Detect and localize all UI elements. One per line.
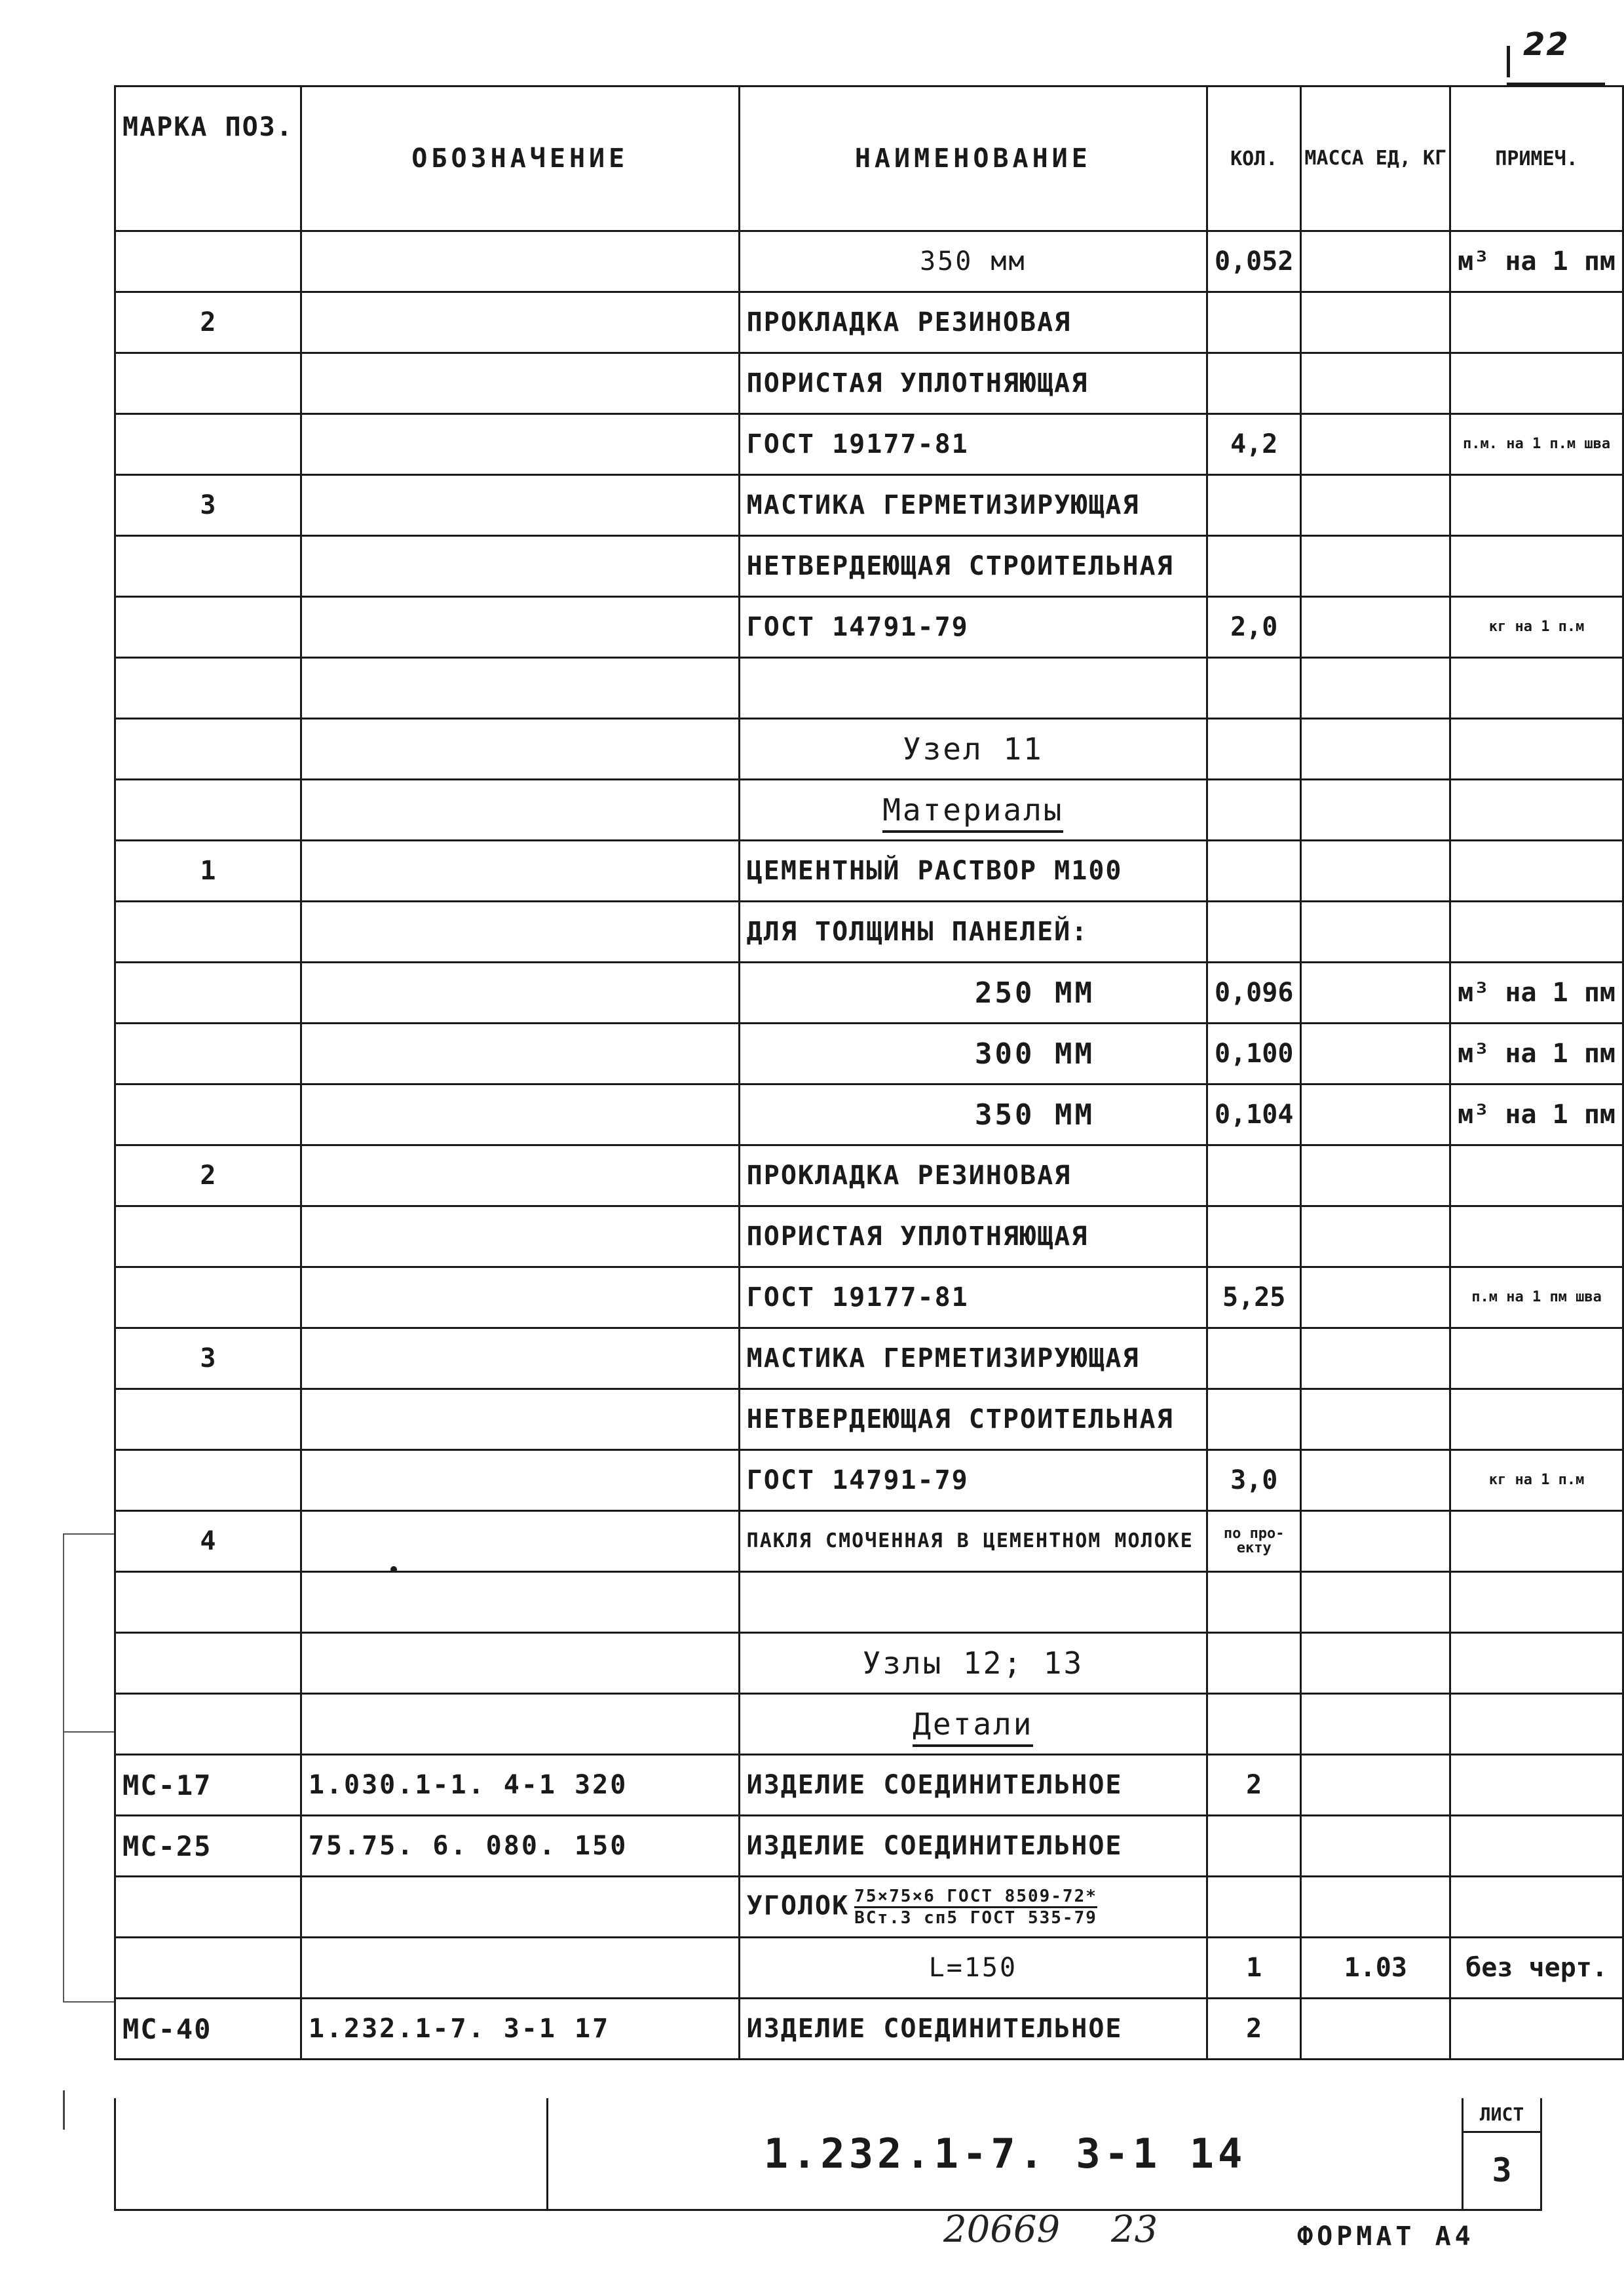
row-designation bbox=[301, 597, 739, 658]
row-name bbox=[739, 1572, 1207, 1633]
row-name: ГОСТ 14791-79 bbox=[739, 1450, 1207, 1511]
table-row bbox=[115, 1694, 1623, 1755]
row-note bbox=[1450, 1755, 1623, 1816]
title-block bbox=[114, 2098, 1542, 2211]
table-row bbox=[115, 1145, 1623, 1206]
row-qty bbox=[1207, 353, 1300, 414]
row-designation bbox=[301, 1267, 739, 1328]
row-note bbox=[1450, 1145, 1623, 1206]
row-qty bbox=[1207, 1206, 1300, 1267]
table-row bbox=[115, 1267, 1623, 1328]
row-mark: 3 bbox=[115, 1328, 301, 1389]
row-note bbox=[1450, 1572, 1623, 1633]
row-designation bbox=[301, 1206, 739, 1267]
row-note: м³ на 1 пм bbox=[1450, 1024, 1623, 1084]
row-mark: 1 bbox=[115, 841, 301, 902]
binding-margin-strip bbox=[63, 1533, 114, 2003]
row-mass bbox=[1301, 231, 1450, 292]
row-mark: МС-40 bbox=[115, 1999, 301, 2060]
row-mark bbox=[115, 902, 301, 963]
specification-table bbox=[114, 85, 1624, 2060]
row-designation bbox=[301, 1145, 739, 1206]
row-designation bbox=[301, 414, 739, 475]
row-name: ПРОКЛАДКА РЕЗИНОВАЯ bbox=[739, 1145, 1207, 1206]
row-designation bbox=[301, 292, 739, 353]
row-mark bbox=[115, 1206, 301, 1267]
row-name: ГОСТ 19177-81 bbox=[739, 414, 1207, 475]
row-mass bbox=[1301, 414, 1450, 475]
row-designation bbox=[301, 658, 739, 719]
row-mass bbox=[1301, 963, 1450, 1024]
row-note bbox=[1450, 1694, 1623, 1755]
row-mass bbox=[1301, 658, 1450, 719]
row-mark: 2 bbox=[115, 1145, 301, 1206]
document-code: 1.232.1-7. 3-1 14 bbox=[763, 2130, 1247, 2177]
table-row bbox=[115, 902, 1623, 963]
row-mark: 2 bbox=[115, 292, 301, 353]
angle-spec-fraction bbox=[854, 1887, 1097, 1928]
row-name: ПОРИСТАЯ УПЛОТНЯЮЩАЯ bbox=[739, 1206, 1207, 1267]
row-name: L=150 bbox=[739, 1938, 1207, 1999]
row-mark bbox=[115, 1938, 301, 1999]
stray-dot bbox=[390, 1566, 397, 1573]
row-note: м³ на 1 пм bbox=[1450, 1084, 1623, 1145]
row-designation bbox=[301, 902, 739, 963]
table-row bbox=[115, 231, 1623, 292]
row-mass bbox=[1301, 1511, 1450, 1572]
row-mark bbox=[115, 536, 301, 597]
row-name: Узел 11 bbox=[739, 719, 1207, 780]
row-mass bbox=[1301, 475, 1450, 536]
format-label: ФОРМАТ А4 bbox=[1297, 2221, 1475, 2252]
row-mark: МС-17 bbox=[115, 1755, 301, 1816]
row-note: м³ на 1 пм bbox=[1450, 231, 1623, 292]
fraction-numerator: 75×75×6 ГОСТ 8509-72* bbox=[854, 1887, 1097, 1908]
row-mass bbox=[1301, 1024, 1450, 1084]
row-name: ГОСТ 14791-79 bbox=[739, 597, 1207, 658]
row-qty bbox=[1207, 1572, 1300, 1633]
row-note bbox=[1450, 719, 1623, 780]
row-note bbox=[1450, 1877, 1623, 1938]
row-mark bbox=[115, 1694, 301, 1755]
row-mass bbox=[1301, 902, 1450, 963]
row-mass bbox=[1301, 1999, 1450, 2060]
row-note: м³ на 1 пм bbox=[1450, 963, 1623, 1024]
row-name bbox=[739, 658, 1207, 719]
table-row bbox=[115, 1938, 1623, 1999]
row-qty bbox=[1207, 1694, 1300, 1755]
header-qty: КОЛ. bbox=[1207, 86, 1300, 231]
row-designation bbox=[301, 1389, 739, 1450]
row-mass bbox=[1301, 1694, 1450, 1755]
row-note bbox=[1450, 780, 1623, 841]
row-mark: 4 bbox=[115, 1511, 301, 1572]
table-row bbox=[115, 414, 1623, 475]
row-qty bbox=[1207, 1389, 1300, 1450]
row-qty bbox=[1207, 475, 1300, 536]
page-number-mark bbox=[1507, 46, 1510, 77]
row-designation bbox=[301, 1938, 739, 1999]
row-qty bbox=[1207, 780, 1300, 841]
header-name: НАИМЕНОВАНИЕ bbox=[739, 86, 1207, 231]
row-qty bbox=[1207, 1145, 1300, 1206]
inventory-number: 20669 23 bbox=[943, 2208, 1158, 2251]
row-mass bbox=[1301, 719, 1450, 780]
row-note bbox=[1450, 841, 1623, 902]
row-qty: 1 bbox=[1207, 1938, 1300, 1999]
table-row bbox=[115, 780, 1623, 841]
row-note bbox=[1450, 1999, 1623, 2060]
table-row bbox=[115, 658, 1623, 719]
row-mark bbox=[115, 1084, 301, 1145]
row-name: ИЗДЕЛИЕ СОЕДИНИТЕЛЬНОЕ bbox=[739, 1999, 1207, 2060]
row-note bbox=[1450, 1389, 1623, 1450]
row-designation bbox=[301, 1024, 739, 1084]
row-name: Узлы 12; 13 bbox=[739, 1633, 1207, 1694]
header-row bbox=[115, 86, 1623, 231]
row-qty: 0,100 bbox=[1207, 1024, 1300, 1084]
underlined-heading: Детали bbox=[913, 1706, 1033, 1747]
row-qty bbox=[1207, 292, 1300, 353]
row-mass: 1.03 bbox=[1301, 1938, 1450, 1999]
table-row bbox=[115, 963, 1623, 1024]
row-designation bbox=[301, 963, 739, 1024]
table-row bbox=[115, 1084, 1623, 1145]
row-note bbox=[1450, 1328, 1623, 1389]
row-name: 250 ММ bbox=[739, 963, 1207, 1024]
table-row bbox=[115, 1450, 1623, 1511]
row-qty: 2 bbox=[1207, 1999, 1300, 2060]
row-name: МАСТИКА ГЕРМЕТИЗИРУЮЩАЯ bbox=[739, 1328, 1207, 1389]
row-mass bbox=[1301, 1450, 1450, 1511]
row-mark bbox=[115, 1024, 301, 1084]
table-row bbox=[115, 1999, 1623, 2060]
row-designation bbox=[301, 1450, 739, 1511]
row-qty bbox=[1207, 719, 1300, 780]
row-name bbox=[739, 1877, 1207, 1938]
row-mark: 3 bbox=[115, 475, 301, 536]
sheet-label: ЛИСТ bbox=[1463, 2098, 1540, 2133]
row-mass bbox=[1301, 1084, 1450, 1145]
row-name: ИЗДЕЛИЕ СОЕДИНИТЕЛЬНОЕ bbox=[739, 1816, 1207, 1877]
table-row bbox=[115, 1328, 1623, 1389]
table-row bbox=[115, 1511, 1623, 1572]
row-name: 350 ММ bbox=[739, 1084, 1207, 1145]
row-name bbox=[739, 780, 1207, 841]
row-mark bbox=[115, 414, 301, 475]
row-mass bbox=[1301, 1389, 1450, 1450]
row-name: ИЗДЕЛИЕ СОЕДИНИТЕЛЬНОЕ bbox=[739, 1755, 1207, 1816]
row-mass bbox=[1301, 1328, 1450, 1389]
row-qty: по про-екту bbox=[1207, 1511, 1300, 1572]
table-row bbox=[115, 841, 1623, 902]
header-mass: МАССА ЕД, КГ bbox=[1301, 86, 1450, 231]
row-mark bbox=[115, 1267, 301, 1328]
row-note bbox=[1450, 1206, 1623, 1267]
row-mark bbox=[115, 597, 301, 658]
row-note bbox=[1450, 353, 1623, 414]
row-qty: 4,2 bbox=[1207, 414, 1300, 475]
page-number: 22 bbox=[1523, 26, 1570, 63]
table-row bbox=[115, 1572, 1623, 1633]
row-name: ГОСТ 19177-81 bbox=[739, 1267, 1207, 1328]
row-designation bbox=[301, 719, 739, 780]
row-note: без черт. bbox=[1450, 1938, 1623, 1999]
row-note bbox=[1450, 1511, 1623, 1572]
table-row bbox=[115, 1389, 1623, 1450]
table-row bbox=[115, 1206, 1623, 1267]
row-note bbox=[1450, 1633, 1623, 1694]
row-mass bbox=[1301, 1633, 1450, 1694]
row-designation: 1.030.1-1. 4-1 320 bbox=[301, 1755, 739, 1816]
row-qty: 0,104 bbox=[1207, 1084, 1300, 1145]
row-designation: 75.75. 6. 080. 150 bbox=[301, 1816, 739, 1877]
row-note bbox=[1450, 902, 1623, 963]
row-mark bbox=[115, 1450, 301, 1511]
row-designation bbox=[301, 1694, 739, 1755]
row-qty bbox=[1207, 1877, 1300, 1938]
row-designation bbox=[301, 1633, 739, 1694]
row-name: ДЛЯ ТОЛЩИНЫ ПАНЕЛЕЙ: bbox=[739, 902, 1207, 963]
row-mass bbox=[1301, 597, 1450, 658]
row-mass bbox=[1301, 536, 1450, 597]
row-note: кг на 1 п.м bbox=[1450, 597, 1623, 658]
row-mark bbox=[115, 780, 301, 841]
row-name: НЕТВЕРДЕЮЩАЯ СТРОИТЕЛЬНАЯ bbox=[739, 536, 1207, 597]
row-mass bbox=[1301, 1816, 1450, 1877]
row-note bbox=[1450, 658, 1623, 719]
table-row bbox=[115, 475, 1623, 536]
row-mark: МС-25 bbox=[115, 1816, 301, 1877]
row-designation bbox=[301, 536, 739, 597]
row-qty: 2 bbox=[1207, 1755, 1300, 1816]
row-qty bbox=[1207, 902, 1300, 963]
header-designation: ОБОЗНАЧЕНИЕ bbox=[301, 86, 739, 231]
row-mark bbox=[115, 1877, 301, 1938]
fraction-denominator: ВСт.3 сп5 ГОСТ 535-79 bbox=[854, 1908, 1097, 1928]
row-note: кг на 1 п.м bbox=[1450, 1450, 1623, 1511]
row-qty bbox=[1207, 1328, 1300, 1389]
header-mark: МАРКА ПОЗ. bbox=[115, 86, 301, 231]
row-name: 300 ММ bbox=[739, 1024, 1207, 1084]
row-mass bbox=[1301, 841, 1450, 902]
title-block-empty-cell bbox=[116, 2098, 548, 2209]
row-designation bbox=[301, 231, 739, 292]
row-note: п.м на 1 пм шва bbox=[1450, 1267, 1623, 1328]
row-note bbox=[1450, 536, 1623, 597]
row-mass bbox=[1301, 1206, 1450, 1267]
row-qty bbox=[1207, 841, 1300, 902]
row-qty: 2,0 bbox=[1207, 597, 1300, 658]
row-designation bbox=[301, 1511, 739, 1572]
row-designation bbox=[301, 1572, 739, 1633]
row-mass bbox=[1301, 1572, 1450, 1633]
row-designation bbox=[301, 1328, 739, 1389]
row-mark bbox=[115, 1389, 301, 1450]
row-mass bbox=[1301, 292, 1450, 353]
row-name: ПАКЛЯ СМОЧЕННАЯ В ЦЕМЕНТНОМ МОЛОКЕ bbox=[739, 1511, 1207, 1572]
table-row bbox=[115, 536, 1623, 597]
specification-body bbox=[115, 231, 1623, 2060]
row-note bbox=[1450, 292, 1623, 353]
row-mark bbox=[115, 1633, 301, 1694]
row-mark bbox=[115, 719, 301, 780]
row-mark bbox=[115, 1572, 301, 1633]
row-designation bbox=[301, 1877, 739, 1938]
row-name: ЦЕМЕНТНЫЙ РАСТВОР М100 bbox=[739, 841, 1207, 902]
row-qty bbox=[1207, 536, 1300, 597]
table-row bbox=[115, 719, 1623, 780]
row-note: п.м. на 1 п.м шва bbox=[1450, 414, 1623, 475]
header-note: ПРИМЕЧ. bbox=[1450, 86, 1623, 231]
row-mass bbox=[1301, 1755, 1450, 1816]
row-qty: 0,096 bbox=[1207, 963, 1300, 1024]
table-row bbox=[115, 1755, 1623, 1816]
row-designation bbox=[301, 353, 739, 414]
row-note bbox=[1450, 1816, 1623, 1877]
row-name: 350 мм bbox=[739, 231, 1207, 292]
row-name: ПРОКЛАДКА РЕЗИНОВАЯ bbox=[739, 292, 1207, 353]
table-row bbox=[115, 597, 1623, 658]
row-name bbox=[739, 1694, 1207, 1755]
row-name: ПОРИСТАЯ УПЛОТНЯЮЩАЯ bbox=[739, 353, 1207, 414]
row-designation bbox=[301, 475, 739, 536]
row-mark bbox=[115, 353, 301, 414]
table-row bbox=[115, 1877, 1623, 1938]
table-row bbox=[115, 292, 1623, 353]
angle-label: УГОЛОК bbox=[746, 1890, 850, 1921]
table-row bbox=[115, 1024, 1623, 1084]
table-row bbox=[115, 1633, 1623, 1694]
row-mass bbox=[1301, 1267, 1450, 1328]
row-mass bbox=[1301, 780, 1450, 841]
row-mass bbox=[1301, 353, 1450, 414]
underlined-heading: Материалы bbox=[882, 792, 1063, 833]
row-qty: 3,0 bbox=[1207, 1450, 1300, 1511]
row-mark bbox=[115, 963, 301, 1024]
row-mark bbox=[115, 658, 301, 719]
row-qty: 5,25 bbox=[1207, 1267, 1300, 1328]
row-qty bbox=[1207, 1633, 1300, 1694]
row-designation bbox=[301, 780, 739, 841]
row-qty: 0,052 bbox=[1207, 231, 1300, 292]
margin-tick bbox=[63, 2090, 65, 2130]
row-note bbox=[1450, 475, 1623, 536]
row-mass bbox=[1301, 1877, 1450, 1938]
row-mark bbox=[115, 231, 301, 292]
row-designation: 1.232.1-7. 3-1 17 bbox=[301, 1999, 739, 2060]
sheet-number: 3 bbox=[1492, 2151, 1512, 2189]
table-row bbox=[115, 1816, 1623, 1877]
table-row bbox=[115, 353, 1623, 414]
row-designation bbox=[301, 841, 739, 902]
row-qty bbox=[1207, 1816, 1300, 1877]
row-qty bbox=[1207, 658, 1300, 719]
row-designation bbox=[301, 1084, 739, 1145]
row-name: НЕТВЕРДЕЮЩАЯ СТРОИТЕЛЬНАЯ bbox=[739, 1389, 1207, 1450]
sheet-box bbox=[1462, 2098, 1540, 2209]
row-name: МАСТИКА ГЕРМЕТИЗИРУЮЩАЯ bbox=[739, 475, 1207, 536]
row-mass bbox=[1301, 1145, 1450, 1206]
